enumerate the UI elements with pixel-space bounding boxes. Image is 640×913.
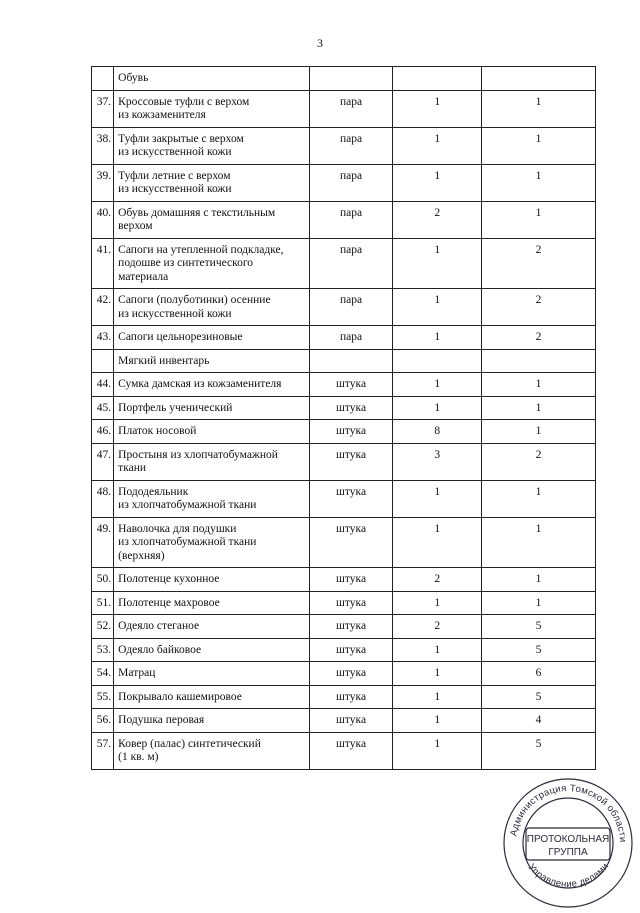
- item-unit: [309, 480, 393, 517]
- item-wear-period-text: 1: [535, 132, 542, 145]
- row-number-text: 57.: [96, 737, 112, 750]
- row-number: [92, 396, 114, 420]
- item-quantity-text: 2: [434, 206, 441, 219]
- item-wear-period-text: 5: [535, 643, 542, 656]
- item-wear-period: [482, 732, 596, 769]
- item-wear-period-text: 1: [535, 485, 542, 498]
- item-name: [114, 662, 310, 686]
- item-unit: [309, 238, 393, 289]
- item-quantity: [393, 127, 482, 164]
- row-number: [92, 709, 114, 733]
- item-name: [114, 164, 310, 201]
- item-quantity: [393, 90, 482, 127]
- item-unit: [309, 90, 393, 127]
- row-number-text: 48.: [96, 485, 112, 498]
- item-unit-text: штука: [336, 485, 367, 498]
- row-number: [92, 480, 114, 517]
- item-unit-text: штука: [336, 620, 367, 632]
- table-row: [92, 326, 596, 350]
- table-row: [92, 591, 596, 615]
- item-name: [114, 238, 310, 289]
- table-row: [92, 443, 596, 480]
- row-number: [92, 289, 114, 326]
- item-unit: [309, 67, 393, 91]
- item-quantity-text: 1: [434, 331, 441, 343]
- item-quantity-text: 1: [434, 485, 441, 498]
- table-row: [92, 289, 596, 326]
- item-unit-text: пара: [339, 95, 363, 108]
- row-number: [92, 615, 114, 639]
- item-unit-text: пара: [339, 331, 363, 343]
- item-quantity-text: 1: [434, 596, 441, 609]
- item-wear-period: [482, 568, 596, 592]
- row-number: [92, 685, 114, 709]
- table-row: [92, 201, 596, 238]
- row-number-text: 52.: [96, 620, 112, 632]
- item-unit: [309, 638, 393, 662]
- item-quantity-text: 1: [434, 243, 441, 256]
- item-unit-text: пара: [339, 243, 363, 256]
- item-wear-period: [482, 164, 596, 201]
- item-name-text: Платок носовой: [118, 425, 197, 437]
- item-wear-period: [482, 443, 596, 480]
- item-quantity-text: 1: [434, 401, 441, 414]
- item-quantity-text: 1: [434, 643, 441, 656]
- item-unit-text: штука: [336, 690, 367, 703]
- table-row: [92, 396, 596, 420]
- item-name: [114, 517, 310, 568]
- item-name: [114, 90, 310, 127]
- item-wear-period: [482, 517, 596, 568]
- row-number: [92, 326, 114, 350]
- item-name: [114, 685, 310, 709]
- item-unit: [309, 420, 393, 444]
- row-number: [92, 638, 114, 662]
- row-number-text: 47.: [96, 448, 112, 461]
- item-unit: [309, 591, 393, 615]
- row-number: [92, 732, 114, 769]
- row-number-text: 43.: [96, 331, 112, 343]
- row-number: [92, 568, 114, 592]
- item-wear-period: [482, 289, 596, 326]
- item-unit-text: пара: [339, 206, 363, 219]
- item-unit: [309, 709, 393, 733]
- item-quantity: [393, 201, 482, 238]
- item-name-text: Обувь домашняя с текстильным верхом: [118, 206, 276, 232]
- table-row: [92, 615, 596, 639]
- item-wear-period-text: 1: [535, 573, 542, 585]
- row-number: [92, 127, 114, 164]
- item-name-text: Пододеяльник из хлопчатобумажной ткани: [118, 485, 257, 511]
- row-number-text: 49.: [96, 522, 112, 535]
- row-number-text: 42.: [96, 294, 112, 306]
- row-number-text: 44.: [96, 378, 112, 390]
- item-wear-period: [482, 420, 596, 444]
- page-number: 3: [317, 36, 323, 50]
- item-name-text: Одеяло стеганое: [118, 620, 200, 632]
- item-name: [114, 591, 310, 615]
- row-number: [92, 90, 114, 127]
- item-unit: [309, 396, 393, 420]
- item-wear-period-text: 5: [535, 737, 542, 750]
- item-quantity: [393, 480, 482, 517]
- item-quantity: [393, 164, 482, 201]
- table-row: [92, 685, 596, 709]
- item-unit-text: штука: [336, 522, 367, 535]
- item-wear-period: [482, 90, 596, 127]
- item-unit-text: штука: [336, 667, 367, 679]
- item-name: [114, 201, 310, 238]
- item-unit-text: штука: [336, 425, 367, 437]
- item-name: [114, 373, 310, 397]
- item-unit-text: штука: [336, 448, 367, 461]
- item-wear-period: [482, 638, 596, 662]
- item-quantity: [393, 67, 482, 91]
- item-name-text: Полотенце махровое: [118, 596, 220, 609]
- svg-text:Управление делами: [526, 861, 612, 890]
- row-number: [92, 164, 114, 201]
- item-name-text: Покрывало кашемировое: [118, 690, 242, 703]
- item-quantity: [393, 238, 482, 289]
- row-number: [92, 443, 114, 480]
- item-wear-period: [482, 591, 596, 615]
- row-number: [92, 67, 114, 91]
- stamp-ring-text: Администрация Томской области: [508, 782, 629, 843]
- item-name: [114, 709, 310, 733]
- item-quantity-text: 8: [434, 425, 441, 437]
- table-row: [92, 238, 596, 289]
- row-number-text: 54.: [96, 667, 112, 679]
- item-unit: [309, 443, 393, 480]
- item-unit: [309, 568, 393, 592]
- item-quantity-text: 2: [434, 620, 441, 632]
- item-unit-text: штука: [336, 737, 367, 750]
- table-row: [92, 420, 596, 444]
- item-wear-period-text: 1: [535, 522, 542, 535]
- item-quantity: [393, 443, 482, 480]
- item-quantity-text: 1: [434, 667, 441, 679]
- item-wear-period-text: 1: [535, 596, 542, 609]
- item-quantity: [393, 289, 482, 326]
- item-wear-period: [482, 238, 596, 289]
- row-number-text: 38.: [96, 132, 112, 145]
- item-quantity-text: 3: [434, 448, 441, 461]
- item-quantity-text: 1: [434, 522, 441, 535]
- item-wear-period: [482, 685, 596, 709]
- item-unit: [309, 201, 393, 238]
- item-unit: [309, 685, 393, 709]
- item-unit: [309, 349, 393, 373]
- item-wear-period-text: 6: [535, 667, 542, 679]
- table-row: [92, 164, 596, 201]
- item-wear-period: [482, 326, 596, 350]
- item-name-text: Одеяло байковое: [118, 643, 202, 656]
- item-quantity-text: 1: [434, 294, 441, 306]
- table-row: [92, 373, 596, 397]
- row-number: [92, 420, 114, 444]
- item-quantity: [393, 709, 482, 733]
- table-row: [92, 90, 596, 127]
- item-name: [114, 127, 310, 164]
- item-quantity: [393, 517, 482, 568]
- item-unit-text: штука: [336, 714, 367, 726]
- items-table: [91, 66, 596, 770]
- row-number-text: 45.: [96, 401, 112, 414]
- stamp-seal: [498, 773, 638, 913]
- row-number: [92, 373, 114, 397]
- item-name-text: Портфель ученический: [118, 401, 233, 414]
- stamp-center-line2: ГРУППА: [548, 847, 588, 858]
- item-name-text: Мягкий инвентарь: [118, 354, 210, 367]
- item-wear-period-text: 5: [535, 690, 542, 703]
- row-number: [92, 591, 114, 615]
- item-wear-period-text: 1: [535, 425, 542, 437]
- row-number-text: 39.: [96, 169, 112, 182]
- item-quantity: [393, 638, 482, 662]
- item-name: [114, 420, 310, 444]
- item-quantity: [393, 732, 482, 769]
- item-name: [114, 289, 310, 326]
- item-wear-period-text: 1: [535, 401, 542, 414]
- item-name-text: Туфли закрытые с верхом из искусственной кожи: [118, 132, 244, 158]
- item-name-text: Сапоги на утепленной подкладке, подошве из синтетического материала: [118, 243, 284, 283]
- item-name-text: Обувь: [118, 72, 149, 84]
- row-number-text: 37.: [96, 95, 112, 108]
- row-number: [92, 349, 114, 373]
- item-name: [114, 326, 310, 350]
- item-wear-period: [482, 127, 596, 164]
- stamp-bottom-text: Управление делами: [525, 861, 612, 891]
- item-name-text: Простыня из хлопчатобумажной ткани: [118, 448, 278, 474]
- item-name: [114, 732, 310, 769]
- item-wear-period-text: 1: [535, 378, 542, 390]
- table-row: [92, 127, 596, 164]
- item-unit-text: пара: [339, 169, 363, 182]
- item-name-text: Сапоги цельнорезиновые: [118, 331, 243, 343]
- item-unit-text: пара: [339, 132, 363, 145]
- item-quantity-text: 1: [434, 737, 441, 750]
- item-name-text: Матрац: [118, 667, 156, 679]
- item-quantity-text: 1: [434, 714, 441, 726]
- item-wear-period: [482, 349, 596, 373]
- item-wear-period: [482, 709, 596, 733]
- item-unit-text: штука: [336, 401, 367, 414]
- item-quantity: [393, 326, 482, 350]
- table-row: [92, 568, 596, 592]
- item-wear-period: [482, 373, 596, 397]
- item-quantity: [393, 420, 482, 444]
- item-wear-period-text: 4: [535, 714, 542, 726]
- item-unit-text: пара: [339, 294, 363, 306]
- item-quantity-text: 1: [434, 378, 441, 390]
- row-number-text: 40.: [96, 206, 112, 219]
- item-quantity-text: 1: [434, 132, 441, 145]
- item-unit: [309, 127, 393, 164]
- item-unit-text: штука: [336, 596, 367, 609]
- item-quantity: [393, 615, 482, 639]
- item-wear-period-text: 1: [535, 206, 542, 219]
- item-quantity: [393, 349, 482, 373]
- item-unit: [309, 662, 393, 686]
- item-wear-period-text: 1: [535, 169, 542, 182]
- item-wear-period: [482, 67, 596, 91]
- item-unit: [309, 732, 393, 769]
- item-wear-period: [482, 396, 596, 420]
- item-name: [114, 480, 310, 517]
- row-number-text: 50.: [96, 573, 112, 585]
- item-name-text: Туфли летние с верхом из искусственной кожи: [118, 169, 232, 195]
- row-number-text: 41.: [96, 243, 112, 256]
- item-name-text: Подушка перовая: [118, 714, 205, 726]
- item-name-text: Ковер (палас) синтетический (1 кв. м): [118, 737, 261, 763]
- table-row: [92, 517, 596, 568]
- item-name: [114, 67, 310, 91]
- item-name: [114, 568, 310, 592]
- item-quantity: [393, 568, 482, 592]
- row-number: [92, 517, 114, 568]
- row-number: [92, 201, 114, 238]
- item-quantity: [393, 396, 482, 420]
- item-wear-period-text: 2: [535, 331, 542, 343]
- item-name: [114, 638, 310, 662]
- section-row: [92, 67, 596, 91]
- row-number-text: 46.: [96, 425, 112, 437]
- item-unit: [309, 373, 393, 397]
- table-row: [92, 732, 596, 769]
- item-quantity-text: 1: [434, 169, 441, 182]
- item-name-text: Сапоги (полуботинки) осенние из искусственной кожи: [118, 294, 271, 320]
- row-number: [92, 662, 114, 686]
- item-unit-text: штука: [336, 573, 367, 585]
- item-quantity: [393, 662, 482, 686]
- table-row: [92, 480, 596, 517]
- item-wear-period-text: 2: [535, 243, 542, 256]
- row-number-text: 55.: [96, 690, 112, 703]
- section-row: [92, 349, 596, 373]
- item-quantity-text: 1: [434, 690, 441, 703]
- row-number-text: 53.: [96, 643, 112, 656]
- item-wear-period: [482, 662, 596, 686]
- table-row: [92, 662, 596, 686]
- item-unit: [309, 615, 393, 639]
- item-name-text: Кроссовые туфли с верхом из кожзаменителя: [118, 95, 250, 121]
- item-unit: [309, 289, 393, 326]
- item-wear-period: [482, 201, 596, 238]
- item-wear-period-text: 2: [535, 448, 542, 461]
- item-quantity: [393, 373, 482, 397]
- item-unit: [309, 164, 393, 201]
- item-quantity: [393, 685, 482, 709]
- row-number: [92, 238, 114, 289]
- item-quantity-text: 1: [434, 95, 441, 108]
- item-unit-text: штука: [336, 643, 367, 656]
- item-name: [114, 615, 310, 639]
- item-name-text: Сумка дамская из кожзаменителя: [118, 378, 282, 390]
- table-row: [92, 709, 596, 733]
- item-quantity: [393, 591, 482, 615]
- item-name: [114, 349, 310, 373]
- stamp-center-line1: ПРОТОКОЛЬНАЯ: [526, 834, 610, 845]
- item-wear-period-text: 2: [535, 294, 542, 306]
- item-wear-period: [482, 615, 596, 639]
- item-wear-period-text: 1: [535, 95, 542, 108]
- item-unit-text: штука: [336, 378, 367, 390]
- item-name: [114, 443, 310, 480]
- item-unit: [309, 517, 393, 568]
- item-name-text: Наволочка для подушки из хлопчатобумажной ткани (верхняя): [118, 522, 257, 562]
- row-number-text: 51.: [96, 596, 112, 609]
- table-row: [92, 638, 596, 662]
- item-name-text: Полотенце кухонное: [118, 573, 220, 585]
- item-wear-period: [482, 480, 596, 517]
- item-unit: [309, 326, 393, 350]
- row-number-text: 56.: [96, 714, 112, 726]
- item-quantity-text: 2: [434, 573, 441, 585]
- item-wear-period-text: 5: [535, 620, 542, 632]
- item-name: [114, 396, 310, 420]
